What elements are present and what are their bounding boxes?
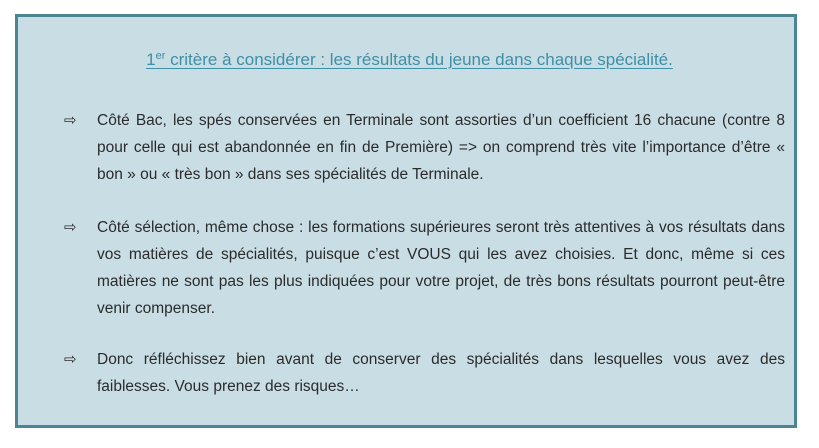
title-text: critère à considérer : les résultats du jeune dans chaque spécialité. <box>165 50 673 69</box>
right-arrow-icon: ⇨ <box>64 111 77 129</box>
title-superscript: er <box>155 50 166 62</box>
bullet-paragraph-conclusion: Donc réfléchissez bien avant de conserver des spécialités dans lesquelles vous avez des faiblesses. Vous prenez des risques… <box>97 351 785 395</box>
right-arrow-icon: ⇨ <box>64 350 77 368</box>
right-arrow-icon: ⇨ <box>64 218 77 236</box>
title-number: 1 <box>146 50 156 69</box>
bullet-paragraph-bac: Côté Bac, les spés conservées en Terminale sont assorties d’un coefficient 16 chacune (contre 8 pour celle qui est abandonnée en fin de Première) => on comprend très vite l’importance d’être « bon » ou « très bon » dans ses spécialités de Terminale. <box>97 112 785 183</box>
section-title <box>0 50 819 70</box>
bullet-paragraph-selection: Côté sélection, même chose : les formations supérieures seront très attentives à vos résultats dans vos matières de spécialités, puisque c’est VOUS qui les avez choisies. Et donc, même si ces matières ne sont pas les plus indiquées pour votre projet, de très bons résultats pourront peut-être venir compenser. <box>97 219 785 317</box>
